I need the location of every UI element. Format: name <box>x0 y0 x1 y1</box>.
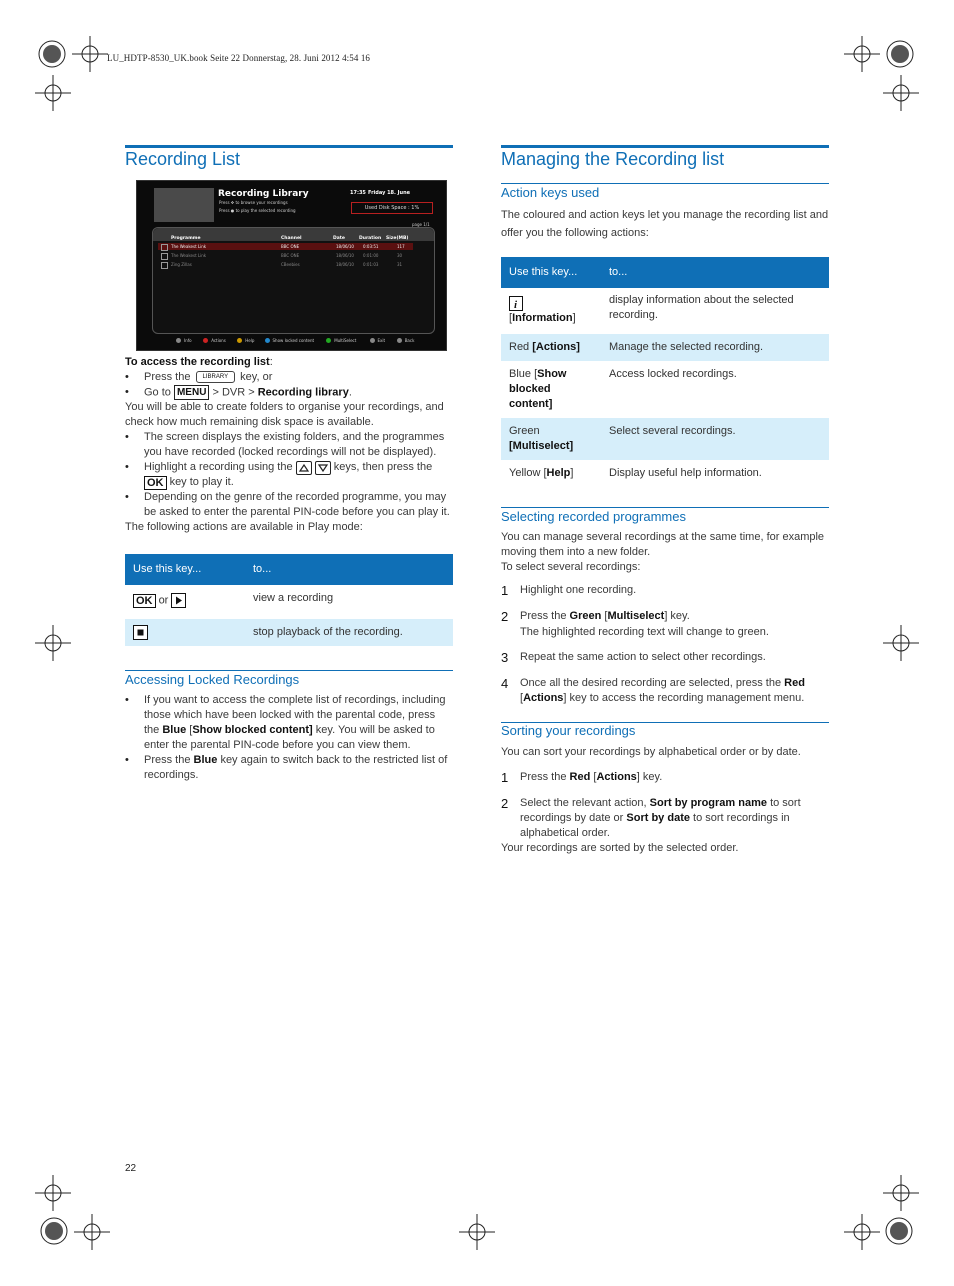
recording-icon <box>161 253 168 260</box>
shot-page: page 1/1 <box>412 222 430 227</box>
step: 2 Select the relevant action, Sort by program name to sort recordings by date or Sort by date to sort recordings in alphabetical order. <box>501 796 801 839</box>
section-title-recording-list: Recording List <box>125 149 241 169</box>
access-heading: To access the recording list: <box>125 356 273 368</box>
table-header: Use this key... <box>501 257 601 288</box>
footer-legend-item <box>176 332 192 342</box>
shot-hint-1: Press ✥ to browse your recordings <box>219 200 288 205</box>
footer-legend-item <box>326 332 356 342</box>
crosshair-mark-icon <box>72 1212 112 1252</box>
legend-label: Exit <box>377 337 386 343</box>
shot-footer <box>176 332 446 342</box>
registration-mark-icon <box>34 1211 74 1251</box>
ok-key-icon: OK <box>144 476 167 490</box>
crosshair-mark-icon <box>33 623 73 663</box>
recording-cell: 30 <box>397 253 403 258</box>
stop-key-icon <box>133 625 148 640</box>
info-key-icon <box>509 296 523 311</box>
recording-library-screenshot <box>136 180 447 351</box>
legend-label: Actions <box>211 337 226 343</box>
table-row: OK or view a recording <box>125 585 453 619</box>
subsection-rule <box>501 183 829 184</box>
footer-legend-item <box>237 332 254 342</box>
paragraph: The coloured and action keys let you manage the recording list and offer you the following actions: <box>501 209 829 239</box>
paragraph: You can sort your recordings by alphabetical order or by date. <box>501 746 801 758</box>
table-header: Use this key... <box>125 554 245 585</box>
crosshair-mark-icon <box>842 34 882 74</box>
legend-dot-icon <box>176 338 181 343</box>
recording-cell: 31 <box>397 262 403 267</box>
table-header: to... <box>245 554 453 585</box>
locked-body <box>125 693 453 783</box>
crosshair-mark-icon <box>881 1173 921 1213</box>
recording-row[interactable] <box>153 243 434 251</box>
list-item: • Press the Blue key again to switch back to the restricted list of recordings. <box>125 753 453 783</box>
down-arrow-key-icon <box>315 461 331 475</box>
recording-icon <box>161 262 168 269</box>
recording-cell: The Weakest Link <box>171 244 207 249</box>
paragraph: You can manage several recordings at the same time, for example moving them into a new folder. <box>501 531 825 558</box>
footer-legend-item <box>265 332 315 342</box>
footer-legend-item <box>203 332 226 342</box>
thumbnail-placeholder <box>154 188 214 222</box>
recording-cell: BBC ONE <box>281 253 300 258</box>
recording-cell: 18/06/10 <box>336 253 354 258</box>
table-row <box>125 619 453 646</box>
table-cell: Manage the selected recording. <box>601 334 829 361</box>
registration-mark-icon <box>879 1211 919 1251</box>
sorting-body <box>501 745 829 856</box>
table-row: Blue [Show blocked content] Access locked recordings. <box>501 361 829 418</box>
play-list <box>125 430 455 520</box>
list-item: • The screen displays the existing folders, and the programmes you have recorded (locked recordings will not be displayed). <box>125 430 455 460</box>
step-number: 2 <box>501 796 509 811</box>
list-panel <box>152 227 435 334</box>
legend-dot-icon <box>326 338 331 343</box>
recording-cell: Zing Zillas <box>171 262 192 267</box>
legend-label: Back <box>404 337 415 343</box>
footer-legend-item <box>370 332 386 342</box>
crosshair-mark-icon <box>33 1173 73 1213</box>
col-channel: Channel <box>281 236 302 241</box>
legend-dot-icon <box>265 338 270 343</box>
shot-header: Recording Library <box>218 189 309 199</box>
printer-slug: LU_HDTP-8530_UK.book Seite 22 Donnerstag, 28. Juni 2012 4:54 16 <box>107 53 371 63</box>
subsection-title-selecting: Selecting recorded programmes <box>501 509 686 524</box>
access-list <box>125 370 455 400</box>
recording-icon <box>161 244 168 251</box>
ok-key-icon: OK <box>133 594 156 608</box>
paragraph: To select several recordings: <box>501 561 641 573</box>
recording-row[interactable] <box>153 261 434 269</box>
crosshair-mark-icon <box>881 73 921 113</box>
legend-dot-icon <box>203 338 208 343</box>
step-number: 2 <box>501 609 509 624</box>
footer-legend-item <box>397 332 415 342</box>
table-cell: Display useful help information. <box>609 467 762 479</box>
recording-cell: 18/06/10 <box>336 244 354 249</box>
table-row: Red [Actions] Manage the selected recording. <box>501 334 829 361</box>
table-cell: Access locked recordings. <box>609 368 737 380</box>
col-size: Size(MB) <box>386 236 409 241</box>
list-item: • If you want to access the complete list of recordings, including those which have been locked with the parental code, press the Blue [Show blocked content] key. You will be asked to enter the parental PIN-code before you can view them. <box>125 693 453 753</box>
legend-dot-icon <box>370 338 375 343</box>
paragraph: Your recordings are sorted by the selected order. <box>501 842 739 854</box>
step-number: 1 <box>501 770 509 785</box>
shot-hint-2: Press ● to play the selected recording <box>219 208 296 213</box>
crosshair-mark-icon <box>881 623 921 663</box>
step-number: 4 <box>501 676 509 691</box>
col-date: Date <box>333 236 345 241</box>
subsection-title-sorting: Sorting your recordings <box>501 723 636 738</box>
selecting-body <box>501 530 829 706</box>
legend-label: Help <box>245 337 255 343</box>
legend-label: MultiSelect <box>334 337 357 343</box>
registration-mark-icon <box>880 34 920 74</box>
step: 4 Once all the desired recording are selected, press the Red [Actions] key to access the recording management menu. <box>501 676 805 704</box>
crosshair-mark-icon <box>842 1212 882 1252</box>
recording-cell: 0:01:00 <box>363 253 379 258</box>
table-row: Green [Multiselect] Select several recordings. <box>501 418 829 460</box>
recording-cell: CBeebies <box>281 262 300 267</box>
up-arrow-key-icon <box>296 461 312 475</box>
step-number: 3 <box>501 650 509 665</box>
list-item: • Highlight a recording using the keys, then press the OK key to play it. <box>125 460 455 490</box>
subsection-title-action-keys: Action keys used <box>501 185 600 200</box>
subsection-rule <box>501 507 829 508</box>
left-body <box>125 355 455 535</box>
table-cell: display information about the selected recording. <box>609 294 794 321</box>
subsection-title-locked: Accessing Locked Recordings <box>125 672 300 687</box>
legend-dot-icon <box>397 338 402 343</box>
action-keys-table <box>501 257 829 488</box>
table-cell: stop playback of the recording. <box>245 619 453 646</box>
crosshair-mark-icon <box>33 73 73 113</box>
menu-key-icon: MENU <box>174 385 209 400</box>
list-item: • Go to MENU > DVR > Recording library. <box>125 385 455 400</box>
recording-cell: The Weakest Link <box>171 253 207 258</box>
section-title-managing: Managing the Recording list <box>501 149 725 169</box>
paragraph: You will be able to create folders to organise your recordings, and check how much remaining disk space is available. <box>125 401 444 429</box>
shot-date: Friday 18. June <box>368 190 411 196</box>
table-row: i [Information] display information about the selected recording. <box>501 288 829 334</box>
play-mode-table <box>125 554 453 646</box>
step-number: 1 <box>501 583 509 598</box>
recording-row[interactable] <box>153 252 434 260</box>
col-programme: Programme <box>171 236 201 241</box>
recording-cell: 18/06/10 <box>336 262 354 267</box>
step: 2 Press the Green [Multiselect] key. The highlighted recording text will change to green. <box>501 609 769 638</box>
play-key-icon <box>171 593 186 608</box>
table-cell: Select several recordings. <box>601 418 829 460</box>
col-duration: Duration <box>359 236 382 241</box>
step: 3 Repeat the same action to select other recordings. <box>501 650 766 665</box>
svg-text:i: i <box>514 299 518 311</box>
recording-cell: 117 <box>397 244 405 249</box>
paragraph: The following actions are available in Play mode: <box>125 521 363 534</box>
crosshair-mark-icon <box>70 34 110 74</box>
list-item: • Depending on the genre of the recorded programme, you may be asked to enter the parental PIN-code before you can play it. <box>125 490 455 520</box>
list-item: • Press the LIBRARY key, or <box>125 370 455 385</box>
shot-time: 17:35 <box>350 190 366 196</box>
step: 1 Press the Red [Actions] key. <box>501 770 663 785</box>
library-key-icon: LIBRARY <box>196 371 236 383</box>
step: 1 Highlight one recording. <box>501 583 637 598</box>
disk-space-box: Used Disk Space : 1% <box>351 202 433 214</box>
legend-label: Info <box>184 337 192 343</box>
recording-cell: BBC ONE <box>281 244 300 249</box>
recording-cell: 0:01:03 <box>363 262 379 267</box>
table-header: to... <box>601 257 829 288</box>
subsection-rule <box>125 670 453 671</box>
page-number: 22 <box>125 1163 137 1174</box>
legend-dot-icon <box>237 338 242 343</box>
registration-mark-icon <box>32 34 72 74</box>
recording-cell: 0:03:51 <box>363 244 379 249</box>
crosshair-mark-icon <box>457 1212 497 1252</box>
table-cell: view a recording <box>253 592 334 604</box>
table-row: Yellow [Help] Display useful help information. <box>501 460 829 488</box>
legend-label: Show locked content <box>272 337 315 343</box>
